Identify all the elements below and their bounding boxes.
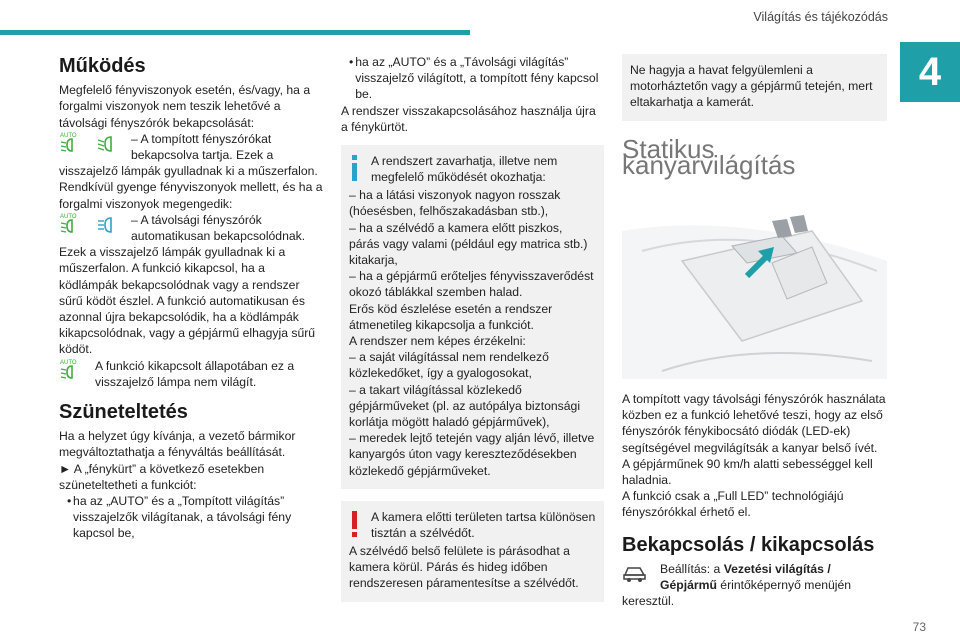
indicator-row-dipped <box>59 131 324 163</box>
info-note <box>622 54 887 121</box>
bullet-item: • ha az „AUTO” és a „Tompított világítás” visszajelzők világítanak, a távolsági fény kapcsol be, <box>67 494 292 541</box>
warning-note <box>341 501 604 602</box>
paragraph: ► A „fénykürt” a következő esetekben szüneteltetheti a funkciót: <box>59 461 265 492</box>
main-beam-icon <box>95 212 121 234</box>
paragraph: keresztül. <box>622 594 675 609</box>
indicator-row-main <box>59 212 324 244</box>
headlight-illustration <box>622 191 887 379</box>
column-1 <box>59 50 324 542</box>
info-icon <box>349 153 363 187</box>
page-number: 73 <box>912 620 926 634</box>
indicator-text: – A tompított fényszórókat bekapcsolva tartja. Ezek a <box>131 131 274 163</box>
heading-szuneteltetes: Szüneteltetés <box>59 401 188 424</box>
heading-statikus: Statikus kanyarvilágítás <box>622 133 796 180</box>
paragraph: Megfelelő fényviszonyok esetén, és/vagy, ha a forgalmi viszonyok nem teszik lehetővé a távolsági fényszórók bekapcsolását: <box>59 83 311 130</box>
dipped-beam-icon <box>95 131 121 153</box>
header-accent-bar <box>0 30 470 35</box>
section-title: Világítás és tájékozódás <box>753 10 888 24</box>
auto-lighting-icon <box>59 131 85 153</box>
column-2 <box>341 54 604 602</box>
note-body: Ne hagyja a havat felgyülemleni a motorháztetőn vagy a gépjármű tetején, mert eltakarhatja a kamerát. <box>630 63 873 110</box>
car-settings-icon <box>622 561 648 583</box>
heading-mukodes: Működés <box>59 55 146 77</box>
paragraph: visszajelző lámpák gyulladnak ki a műszerfalon. Rendkívül gyenge fényviszonyok mellett, és ha a forgalmi viszonyok megengedik: <box>59 164 323 211</box>
indicator-row-off <box>59 358 324 390</box>
paragraph: A rendszer visszakapcsolásához használja újra a fénykürtöt. <box>341 103 596 134</box>
column-3 <box>622 54 887 609</box>
settings-row <box>622 561 887 593</box>
indicator-text: A funkció kikapcsolt állapotában ez a visszajelző lámpa nem világít. <box>95 358 295 389</box>
auto-lighting-icon <box>59 212 85 234</box>
info-note <box>341 145 604 489</box>
auto-lighting-icon <box>59 358 85 380</box>
paragraph: Ha a helyzet úgy kívánja, a vezető bármikor megváltoztathatja a fényváltás beállítását. <box>59 429 296 460</box>
note-body: – ha a látási viszonyok nagyon rosszak (hóesésben, felhőszakadásban stb.), – ha a szélvédő a kamera előtt piszkos, párás vagy valami (például egy matrica stb.) kitakarja, – ha a gépjármű erőteljes fényvisszaverődést okozó táblákkal szemben halad. Erős köd észlelése esetén a rendszer átmenetileg kikapcsolja a funkciót. A rendszer nem képes érzékelni: – a saját világítással nem rendelkező közlekedőket, így a gyalogosokat, – a takart világítással közlekedő gépjárműveket (pl. az autópálya biztonsági korlátja mögött haladó gépjárművek), – meredek lejtő tetején vagy alján lévő, illetve kanyargós úton vagy kereszteződésekben közlekedő gépjárműveket. <box>349 188 595 478</box>
svg-text:AUTO: AUTO <box>60 359 77 366</box>
svg-text:AUTO: AUTO <box>60 132 77 139</box>
indicator-text: – A távolsági fényszórók automatikusan bekapcsolódnak. <box>131 212 306 244</box>
heading-bekapcsolas: Bekapcsolás / kikapcsolás <box>622 533 875 556</box>
warning-icon <box>349 509 363 543</box>
chapter-number-tab: 4 <box>900 42 960 102</box>
bullet-item: • ha az „AUTO” és a „Távolsági világítás” visszajelző világított, a tompított fény kapcsol be. <box>349 55 599 102</box>
svg-text:AUTO: AUTO <box>60 213 77 220</box>
note-heading: A kamera előtti területen tartsa különösen tisztán a szélvédőt. <box>371 509 596 541</box>
note-body: A szélvédő belső felülete is párásodhat a kamera körül. Párás és hideg időben rendszeresen páramentesítse a szélvédőt. <box>349 544 579 591</box>
paragraph: Ezek a visszajelző lámpák gyulladnak ki a műszerfalon. A funkció kikapcsol, ha a ködlámpák bekapcsolódnak vagy a rendszer sűrű ködöt észlel. A funkció automatikusan és azonnal újra bekapcsolódik, ha a ködlámpák kikapcsolódnak, vagy a gépjármű elhagyja sűrű ködöt. <box>59 245 316 357</box>
settings-text: Beállítás: a Vezetési világítás / Gépjármű érintőképernyő menüjén <box>660 561 852 593</box>
paragraph: A tompított vagy távolsági fényszórók használata közben ez a funkció lehetővé teszi, hogy az első fényszórók fénykibocsátó diódák (LED-ek) segítségével megvilágítsák a kanyar belső ívét. A gépjárműnek 90 km/h alatti sebességgel kell haladnia. A funkció csak a „Full LED” technológiájú fényszórókkal érhető el. <box>622 392 886 520</box>
note-heading: A rendszert zavarhatja, illetve nem megfelelő működését okozhatja: <box>371 154 558 185</box>
